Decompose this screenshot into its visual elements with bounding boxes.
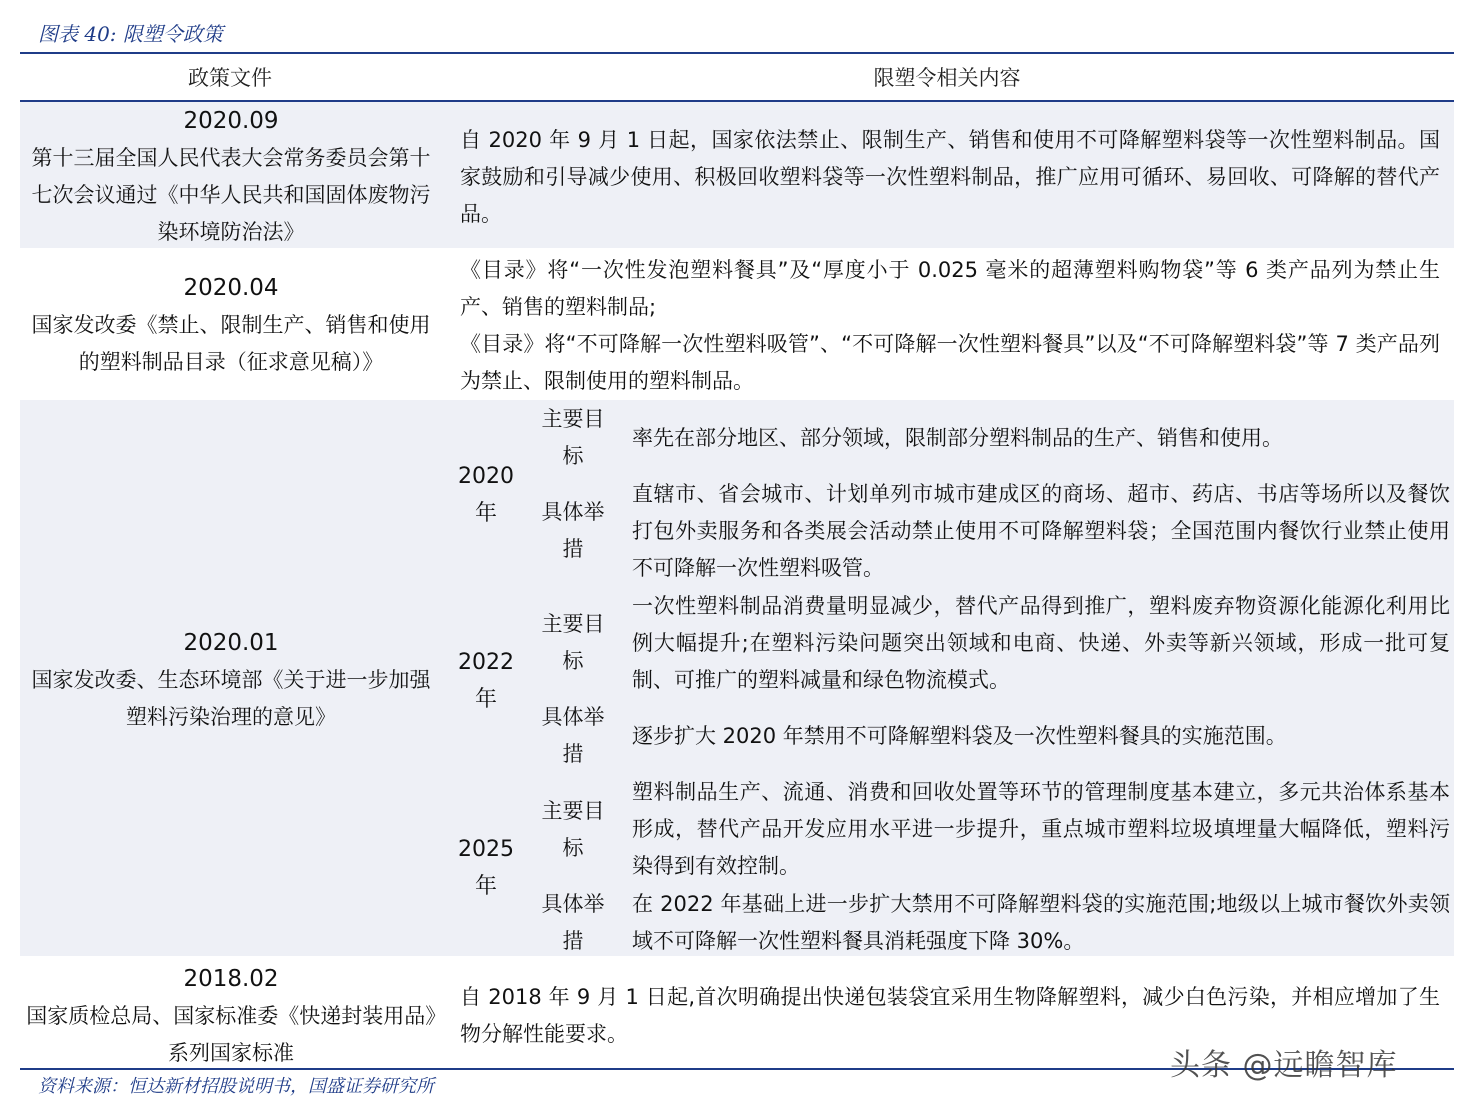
policy-content: 自 2020 年 9 月 1 日起，国家依法禁止、限制生产、销售和使用不可降解塑料袋等一次性塑料制品。国家鼓励和引导减少使用、积极回收塑料袋等一次性塑料制品，推广应用可循环、易回收、可降解的替代产品。 [460,128,1440,226]
header-plastic-ban-content: 限塑令相关内容 [873,66,1021,90]
policy-document: 国家发改委《禁止、限制生产、销售和使用的塑料制品目录（征求意见稿）》 [31,313,431,374]
policy-content: 自 2018 年 9 月 1 日起,首次明确提出快递包装袋宜采用生物降解塑料，减少白色污染，并相应增加了生物分解性能要求。 [460,985,1440,1046]
policy-date: 2018.02 [183,966,279,992]
policy-date: 2020.04 [183,275,279,301]
table-row [26,103,436,251]
header-policy-document: 政策文件 [188,66,272,90]
table-row [26,961,436,1072]
source-note: 资料来源：恒达新材招股说明书，国盛证券研究所 [38,1076,434,1097]
policy-content-line: 《目录》将“一次性发泡塑料餐具”及“厚度小于 0.025 毫米的超薄塑料购物袋”等 6 类产品列为禁止生产、销售的塑料制品; [460,258,1440,319]
phase-measure: 直辖市、省会城市、计划单列市城市建成区的商场、超市、药店、书店等场所以及餐饮打包外卖服务和各类展会活动禁止使用不可降解塑料袋；全国范围内餐饮行业禁止使用不可降解一次性塑料吸管。 [632,482,1450,580]
phase-year: 2020 年 [458,464,514,526]
table-row [26,625,436,736]
policy-content [460,252,1440,400]
top-rule [20,52,1454,54]
policy-document: 国家质检总局、国家标准委《快递封装用品》系列国家标准 [26,1004,436,1065]
phase-measure-label: 具体举措 [541,500,605,561]
table-row [26,270,436,381]
phase-goal: 一次性塑料制品消费量明显减少，替代产品得到推广，塑料废弃物资源化能源化利用比例大幅提升;在塑料污染问题突出领域和电商、快递、外卖等新兴领域，形成一批可复制、可推广的塑料减量和绿色物流模式。 [632,594,1450,692]
phase-goal-label: 主要目标 [541,799,605,860]
policy-content-line: 《目录》将“不可降解一次性塑料吸管”、“不可降解一次性塑料餐具”以及“不可降解塑料袋”等 7 类产品列为禁止、限制使用的塑料制品。 [460,332,1440,393]
phase-goal: 率先在部分地区、部分领域，限制部分塑料制品的生产、销售和使用。 [632,426,1283,450]
policy-date: 2020.09 [183,108,279,134]
policy-document: 第十三届全国人民代表大会常务委员会第十七次会议通过《中华人民共和国固体废物污染环境防治法》 [31,146,431,244]
phase-goal-label: 主要目标 [541,407,605,468]
watermark-logo: 头条 @远瞻智库 [1170,1048,1398,1083]
phase-measure: 逐步扩大 2020 年禁用不可降解塑料袋及一次性塑料餐具的实施范围。 [632,724,1287,748]
phase-measure: 在 2022 年基础上进一步扩大禁用不可降解塑料袋的实施范围;地级以上城市餐饮外卖领域不可降解一次性塑料餐具消耗强度下降 30%。 [632,892,1450,953]
policy-date: 2020.01 [183,630,279,656]
phase-goal-label: 主要目标 [541,612,605,673]
phase-measure-label: 具体举措 [541,892,605,953]
phase-year: 2025 年 [458,837,514,899]
phase-measure-label: 具体举措 [541,705,605,766]
phase-goal: 塑料制品生产、流通、消费和回收处置等环节的管理制度基本建立，多元共治体系基本形成，替代产品开发应用水平进一步提升，重点城市塑料垃圾填埋量大幅降低，塑料污染得到有效控制。 [632,780,1450,878]
policy-document: 国家发改委、生态环境部《关于进一步加强塑料污染治理的意见》 [31,668,431,729]
figure-caption: 图表 40: 限塑令政策 [38,22,223,46]
phase-year: 2022 年 [458,650,514,712]
